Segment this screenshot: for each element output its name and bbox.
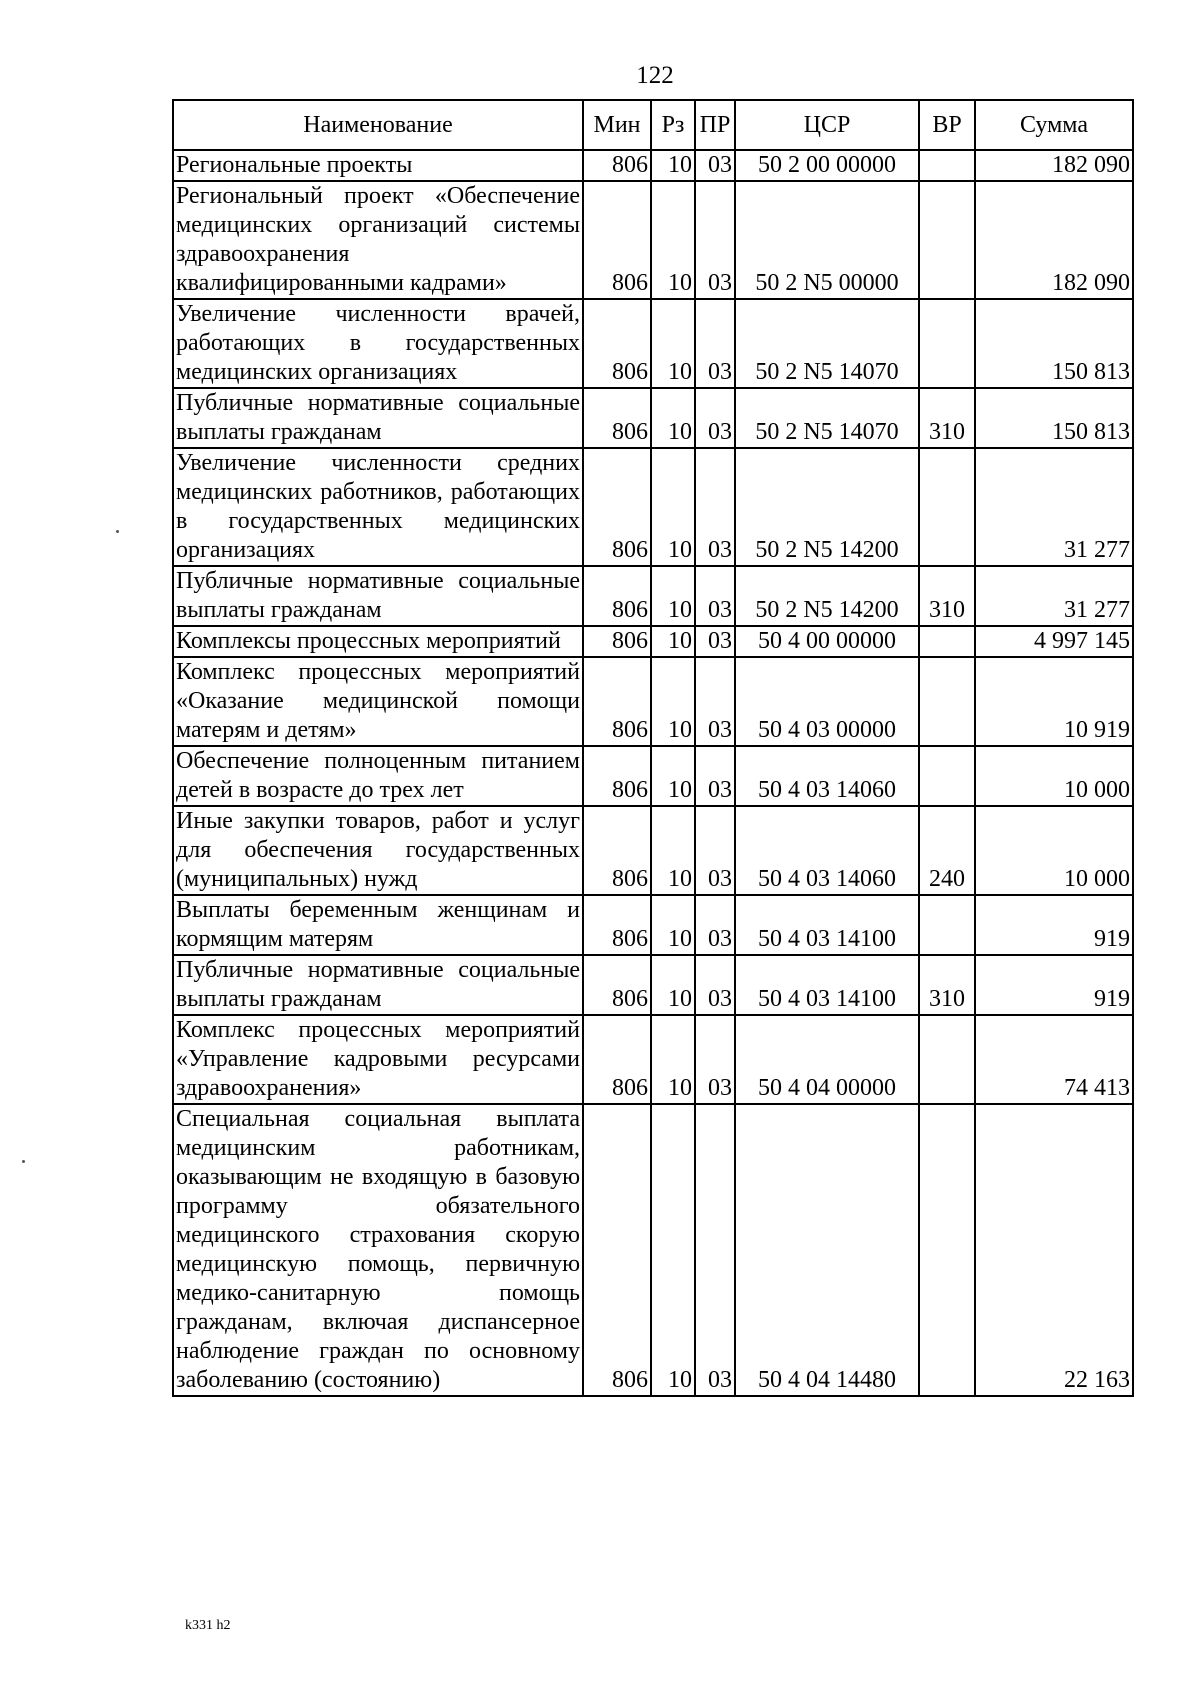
table-row bbox=[173, 955, 1133, 1015]
cell-min: 806 bbox=[583, 806, 651, 895]
table-row bbox=[173, 746, 1133, 806]
cell-rz: 10 bbox=[651, 1104, 695, 1396]
cell-sum: 919 bbox=[975, 895, 1133, 955]
cell-rz: 10 bbox=[651, 150, 695, 181]
cell-name: Публичные нормативные социальные выплаты гражданам bbox=[173, 955, 583, 1015]
cell-name: Региональный проект «Обеспечение медицинских организаций системы здравоохранения квалифицированными кадрами» bbox=[173, 181, 583, 299]
cell-rz: 10 bbox=[651, 388, 695, 448]
table-row bbox=[173, 806, 1133, 895]
cell-name: Специальная социальная выплата медицинским работникам, оказывающим не входящую в базовую программу обязательного медицинского страхования скорую медицинскую помощь, первичную медико-санитарную помощь гражданам, включая диспансерное наблюдение граждан по основному заболеванию (состоянию) bbox=[173, 1104, 583, 1396]
header-pr: ПР bbox=[695, 100, 735, 150]
cell-csr: 50 2 N5 00000 bbox=[735, 181, 919, 299]
cell-csr: 50 4 03 14100 bbox=[735, 955, 919, 1015]
cell-pr: 03 bbox=[695, 388, 735, 448]
cell-csr: 50 4 03 00000 bbox=[735, 657, 919, 746]
table-row bbox=[173, 626, 1133, 657]
cell-csr: 50 4 03 14060 bbox=[735, 746, 919, 806]
header-csr: ЦСР bbox=[735, 100, 919, 150]
table-row bbox=[173, 1015, 1133, 1104]
cell-name: Выплаты беременным женщинам и кормящим матерям bbox=[173, 895, 583, 955]
cell-vr bbox=[919, 746, 975, 806]
cell-rz: 10 bbox=[651, 657, 695, 746]
table-row bbox=[173, 566, 1133, 626]
cell-vr bbox=[919, 181, 975, 299]
cell-name: Комплекс процессных мероприятий «Управление кадровыми ресурсами здравоохранения» bbox=[173, 1015, 583, 1104]
cell-sum: 31 277 bbox=[975, 448, 1133, 566]
cell-pr: 03 bbox=[695, 657, 735, 746]
table-row bbox=[173, 657, 1133, 746]
cell-min: 806 bbox=[583, 626, 651, 657]
cell-sum: 150 813 bbox=[975, 388, 1133, 448]
cell-sum: 10 000 bbox=[975, 746, 1133, 806]
cell-pr: 03 bbox=[695, 1015, 735, 1104]
budget-table bbox=[172, 99, 1134, 1397]
cell-rz: 10 bbox=[651, 299, 695, 388]
table-row bbox=[173, 181, 1133, 299]
cell-name: Иные закупки товаров, работ и услуг для обеспечения государственных (муниципальных) нужд bbox=[173, 806, 583, 895]
cell-name: Комплекс процессных мероприятий «Оказание медицинской помощи матерям и детям» bbox=[173, 657, 583, 746]
cell-name: Публичные нормативные социальные выплаты гражданам bbox=[173, 388, 583, 448]
cell-pr: 03 bbox=[695, 299, 735, 388]
cell-sum: 10 000 bbox=[975, 806, 1133, 895]
table-row bbox=[173, 388, 1133, 448]
cell-vr bbox=[919, 150, 975, 181]
cell-name: Комплексы процессных мероприятий bbox=[173, 626, 583, 657]
cell-min: 806 bbox=[583, 1104, 651, 1396]
cell-rz: 10 bbox=[651, 746, 695, 806]
cell-rz: 10 bbox=[651, 448, 695, 566]
cell-min: 806 bbox=[583, 181, 651, 299]
cell-min: 806 bbox=[583, 150, 651, 181]
cell-min: 806 bbox=[583, 1015, 651, 1104]
cell-sum: 31 277 bbox=[975, 566, 1133, 626]
cell-rz: 10 bbox=[651, 566, 695, 626]
cell-csr: 50 4 03 14100 bbox=[735, 895, 919, 955]
cell-min: 806 bbox=[583, 746, 651, 806]
cell-min: 806 bbox=[583, 955, 651, 1015]
cell-pr: 03 bbox=[695, 806, 735, 895]
cell-rz: 10 bbox=[651, 955, 695, 1015]
cell-csr: 50 2 N5 14200 bbox=[735, 448, 919, 566]
cell-pr: 03 bbox=[695, 895, 735, 955]
cell-pr: 03 bbox=[695, 448, 735, 566]
cell-sum: 150 813 bbox=[975, 299, 1133, 388]
cell-csr: 50 4 00 00000 bbox=[735, 626, 919, 657]
cell-min: 806 bbox=[583, 299, 651, 388]
table-row bbox=[173, 150, 1133, 181]
cell-csr: 50 2 N5 14200 bbox=[735, 566, 919, 626]
header-vr: ВР bbox=[919, 100, 975, 150]
table-row bbox=[173, 448, 1133, 566]
cell-min: 806 bbox=[583, 566, 651, 626]
table-body bbox=[173, 150, 1133, 1396]
header-rz: Рз bbox=[651, 100, 695, 150]
cell-name: Увеличение численности средних медицинских работников, работающих в государственных медицинских организациях bbox=[173, 448, 583, 566]
cell-min: 806 bbox=[583, 448, 651, 566]
cell-sum: 74 413 bbox=[975, 1015, 1133, 1104]
cell-name: Увеличение численности врачей, работающих в государственных медицинских организациях bbox=[173, 299, 583, 388]
cell-csr: 50 4 03 14060 bbox=[735, 806, 919, 895]
footer-code: k331 h2 bbox=[185, 1618, 231, 1633]
cell-sum: 182 090 bbox=[975, 150, 1133, 181]
cell-vr bbox=[919, 626, 975, 657]
table-row bbox=[173, 895, 1133, 955]
cell-name: Публичные нормативные социальные выплаты гражданам bbox=[173, 566, 583, 626]
cell-csr: 50 2 00 00000 bbox=[735, 150, 919, 181]
scan-speck bbox=[22, 1160, 25, 1163]
cell-vr bbox=[919, 895, 975, 955]
cell-sum: 919 bbox=[975, 955, 1133, 1015]
cell-rz: 10 bbox=[651, 181, 695, 299]
cell-pr: 03 bbox=[695, 150, 735, 181]
table-row bbox=[173, 1104, 1133, 1396]
cell-csr: 50 2 N5 14070 bbox=[735, 299, 919, 388]
cell-pr: 03 bbox=[695, 181, 735, 299]
cell-vr: 310 bbox=[919, 388, 975, 448]
cell-name: Обеспечение полноценным питанием детей в возрасте до трех лет bbox=[173, 746, 583, 806]
cell-pr: 03 bbox=[695, 955, 735, 1015]
cell-vr bbox=[919, 299, 975, 388]
cell-csr: 50 4 04 00000 bbox=[735, 1015, 919, 1104]
cell-rz: 10 bbox=[651, 895, 695, 955]
cell-csr: 50 4 04 14480 bbox=[735, 1104, 919, 1396]
cell-vr bbox=[919, 1104, 975, 1396]
cell-vr: 310 bbox=[919, 955, 975, 1015]
cell-min: 806 bbox=[583, 895, 651, 955]
cell-vr: 310 bbox=[919, 566, 975, 626]
header-name: Наименование bbox=[173, 100, 583, 150]
cell-pr: 03 bbox=[695, 626, 735, 657]
cell-rz: 10 bbox=[651, 806, 695, 895]
cell-min: 806 bbox=[583, 657, 651, 746]
table-row bbox=[173, 299, 1133, 388]
cell-vr bbox=[919, 657, 975, 746]
cell-vr: 240 bbox=[919, 806, 975, 895]
cell-vr bbox=[919, 448, 975, 566]
scan-speck bbox=[116, 530, 119, 533]
cell-sum: 10 919 bbox=[975, 657, 1133, 746]
cell-sum: 182 090 bbox=[975, 181, 1133, 299]
cell-sum: 22 163 bbox=[975, 1104, 1133, 1396]
cell-pr: 03 bbox=[695, 746, 735, 806]
cell-rz: 10 bbox=[651, 1015, 695, 1104]
cell-csr: 50 2 N5 14070 bbox=[735, 388, 919, 448]
cell-pr: 03 bbox=[695, 1104, 735, 1396]
page-number: 122 bbox=[636, 62, 674, 89]
table-header-row bbox=[173, 100, 1133, 150]
cell-vr bbox=[919, 1015, 975, 1104]
cell-rz: 10 bbox=[651, 626, 695, 657]
header-min: Мин bbox=[583, 100, 651, 150]
cell-sum: 4 997 145 bbox=[975, 626, 1133, 657]
cell-min: 806 bbox=[583, 388, 651, 448]
cell-pr: 03 bbox=[695, 566, 735, 626]
cell-name: Региональные проекты bbox=[173, 150, 583, 181]
header-sum: Сумма bbox=[975, 100, 1133, 150]
